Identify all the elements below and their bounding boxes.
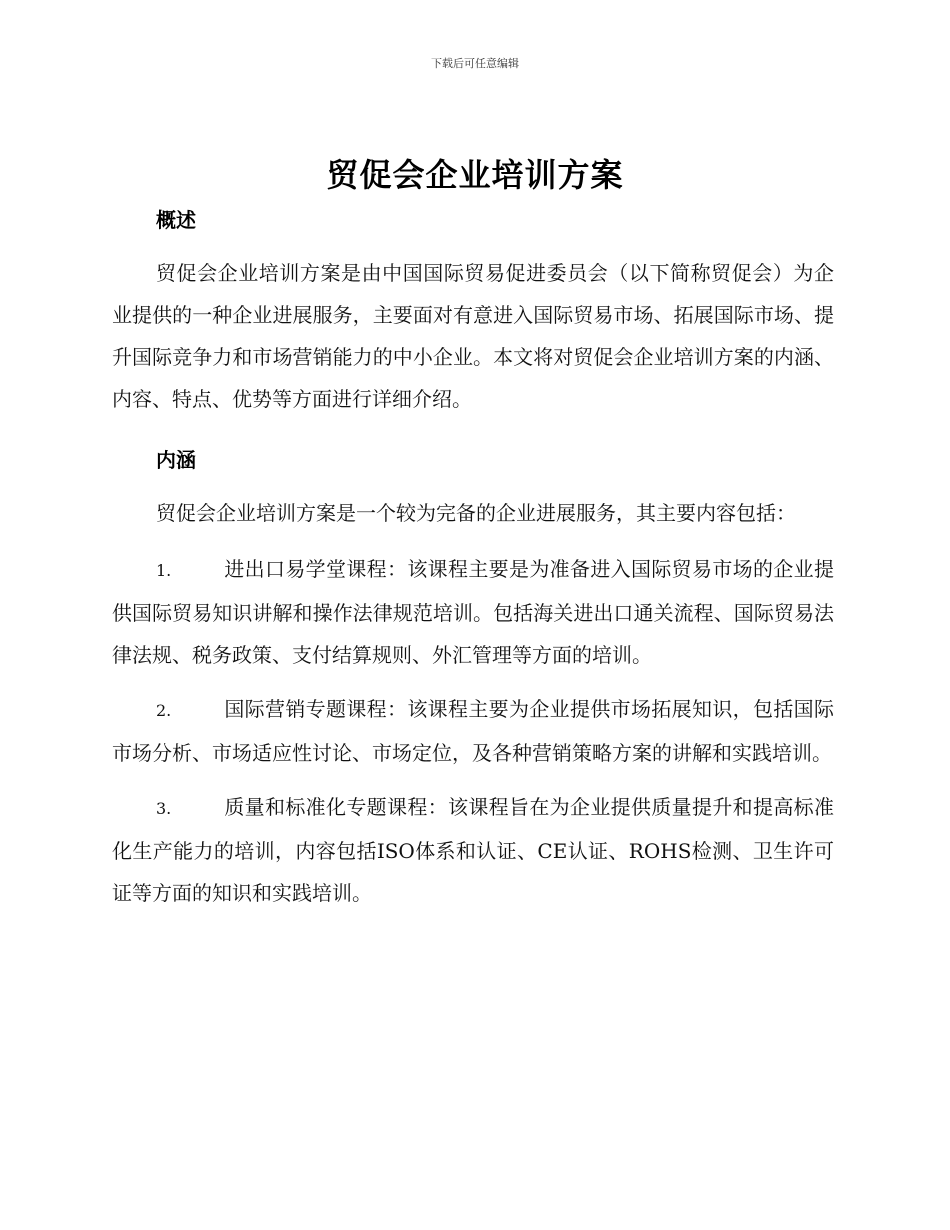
document-body bbox=[112, 200, 834, 922]
list-item-number: 3. bbox=[156, 799, 172, 818]
connotation-paragraph: 贸促会企业培训方案是一个较为完备的企业进展服务，其主要内容包括： bbox=[156, 501, 796, 525]
overview-paragraph: 贸促会企业培训方案是由中国国际贸易促进委员会（以下简称贸促会）为企业提供的一种企业进展服务，主要面对有意进入国际贸易市场、拓展国际市场、提升国际竞争力和市场营销能力的中小企业。本文将对贸促会企业培训方案的内涵、内容、特点、优势等方面进行详细介绍。 bbox=[112, 261, 834, 411]
list-item-text: 国际营销专题课程：该课程主要为企业提供市场拓展知识，包括国际市场分析、市场适应性讨论、市场定位，及各种营销策略方案的讲解和实践培训。 bbox=[112, 697, 834, 765]
list-item-text: 质量和标准化专题课程：该课程旨在为企业提供质量提升和提高标准化生产能力的培训，内容包括ISO体系和认证、CE认证、ROHS检测、卫生许可证等方面的知识和实践培训。 bbox=[112, 795, 834, 905]
section-heading-connotation: 内涵 bbox=[156, 448, 196, 472]
document-title: 贸促会企业培训方案 bbox=[326, 156, 624, 194]
list-item bbox=[112, 786, 834, 914]
section-heading-overview: 概述 bbox=[156, 208, 196, 232]
list-item-text: 进出口易学堂课程：该课程主要是为准备进入国际贸易市场的企业提供国际贸易知识讲解和操作法律规范培训。包括海关进出口通关流程、国际贸易法律法规、税务政策、支付结算规则、外汇管理等方面的培训。 bbox=[112, 557, 834, 667]
list-item bbox=[112, 548, 834, 676]
header-note: 下载后可任意编辑 bbox=[431, 57, 519, 70]
list-item-number: 1. bbox=[156, 561, 172, 580]
list-item-number: 2. bbox=[156, 701, 172, 720]
list-item bbox=[112, 688, 834, 774]
